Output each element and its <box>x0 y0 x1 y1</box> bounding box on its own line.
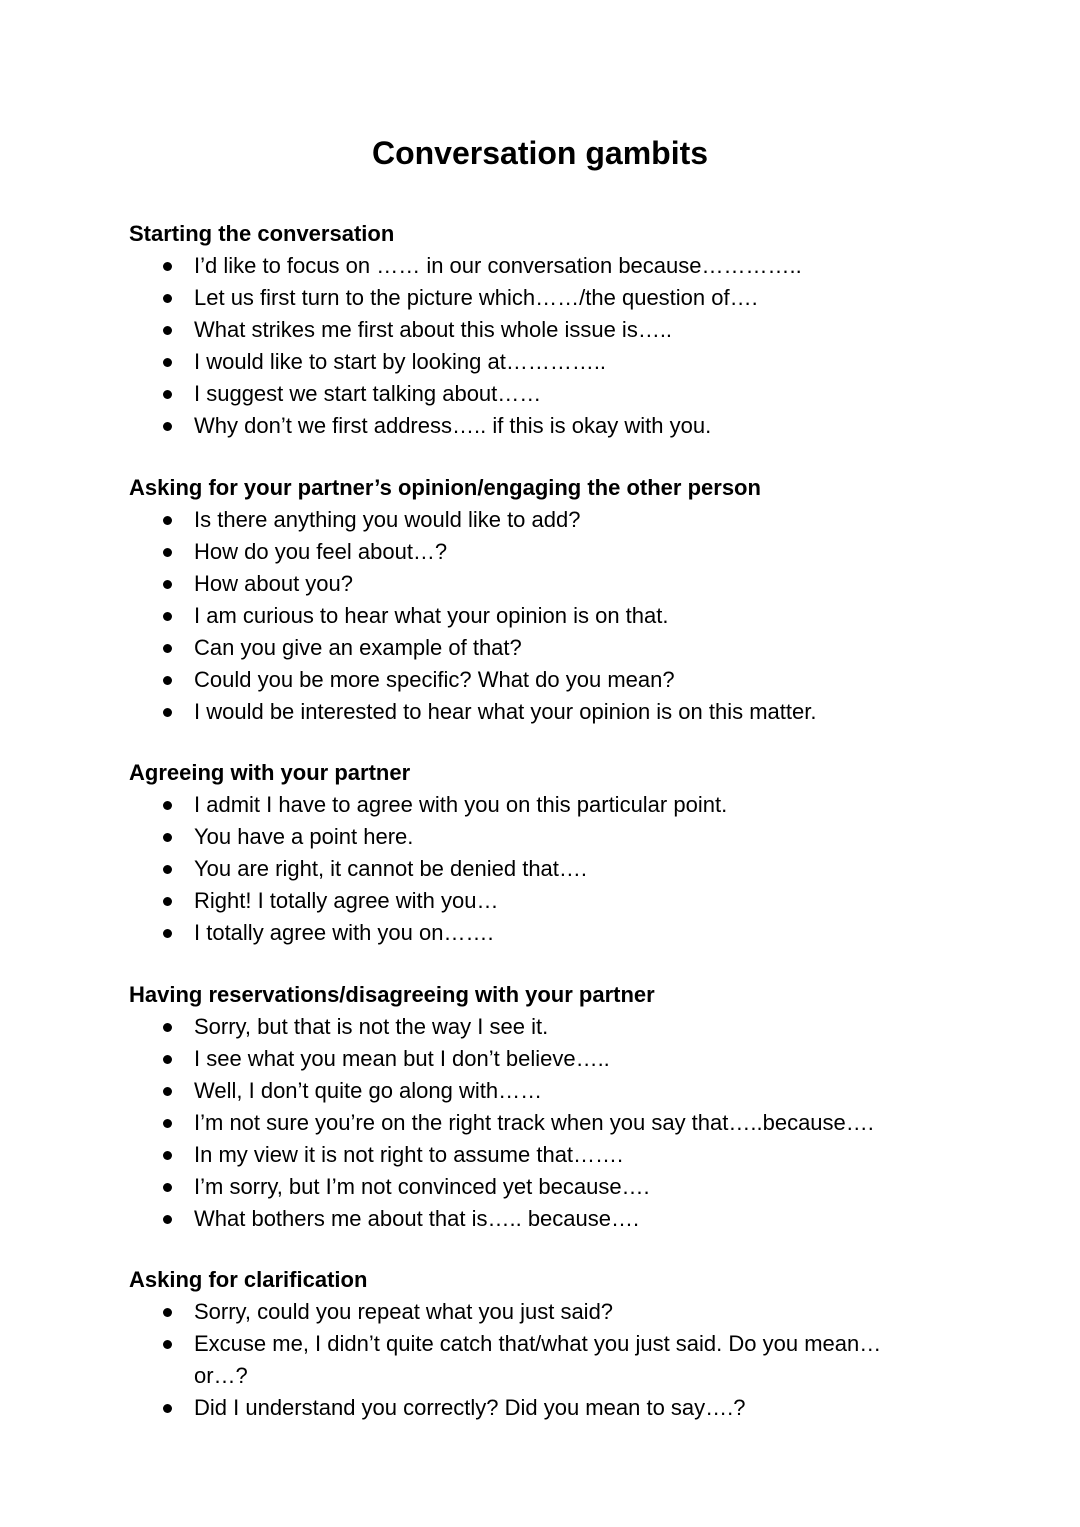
list-item <box>129 1203 924 1235</box>
list-item <box>129 282 924 314</box>
list-item <box>129 789 924 821</box>
bullet-list <box>129 504 989 728</box>
section-clarification <box>129 1264 989 1424</box>
list-item <box>129 504 924 536</box>
list-item <box>129 885 924 917</box>
list-item <box>129 378 924 410</box>
list-item <box>129 536 924 568</box>
list-item <box>129 1296 924 1328</box>
list-item-text: Could you be more specific? What do you mean? <box>194 667 675 692</box>
list-item <box>129 346 924 378</box>
bullet-icon <box>163 548 172 557</box>
list-item <box>129 696 924 728</box>
list-item <box>129 1075 924 1107</box>
bullet-icon <box>163 1404 172 1413</box>
list-item-text: What strikes me first about this whole issue is….. <box>194 317 673 342</box>
section-disagreeing <box>129 979 989 1235</box>
list-item <box>129 1107 924 1139</box>
bullet-icon <box>163 516 172 525</box>
bullet-icon <box>163 294 172 303</box>
list-item <box>129 1043 924 1075</box>
list-item-text: Right! I totally agree with you… <box>194 888 499 913</box>
bullet-icon <box>163 1055 172 1064</box>
list-item-text: I am curious to hear what your opinion is on that. <box>194 603 669 628</box>
bullet-list <box>129 1011 989 1235</box>
list-item-text: I would be interested to hear what your opinion is on this matter. <box>194 699 817 724</box>
bullet-list <box>129 1296 989 1424</box>
bullet-icon <box>163 580 172 589</box>
list-item-text: I’d like to focus on …… in our conversation because………….. <box>194 253 802 278</box>
list-item <box>129 568 924 600</box>
section-heading: Asking for your partner’s opinion/engaging the other person <box>129 475 761 500</box>
list-item-text: I’m sorry, but I’m not convinced yet because…. <box>194 1174 650 1199</box>
list-item <box>129 314 924 346</box>
section-heading: Starting the conversation <box>129 221 395 246</box>
bullet-icon <box>163 1215 172 1224</box>
list-item-text: In my view it is not right to assume that……. <box>194 1142 624 1167</box>
list-item <box>129 600 924 632</box>
list-item <box>129 664 924 696</box>
list-item-text: I totally agree with you on……. <box>194 920 494 945</box>
section-heading: Asking for clarification <box>129 1267 368 1292</box>
list-item-text: Why don’t we first address….. if this is okay with you. <box>194 413 712 438</box>
bullet-icon <box>163 1119 172 1128</box>
list-item-text: I’m not sure you’re on the right track when you say that…..because…. <box>194 1110 874 1135</box>
list-item <box>129 1392 924 1424</box>
bullet-icon <box>163 865 172 874</box>
list-item <box>129 1328 924 1392</box>
bullet-icon <box>163 1308 172 1317</box>
bullet-icon <box>163 390 172 399</box>
bullet-icon <box>163 262 172 271</box>
bullet-icon <box>163 326 172 335</box>
list-item-text: I see what you mean but I don’t believe….. <box>194 1046 610 1071</box>
list-item-text: You have a point here. <box>194 824 414 849</box>
list-item-text: Sorry, could you repeat what you just said? <box>194 1299 614 1324</box>
list-item-text: You are right, it cannot be denied that…. <box>194 856 588 881</box>
list-item-text: Is there anything you would like to add? <box>194 507 581 532</box>
list-item <box>129 632 924 664</box>
list-item-text: Can you give an example of that? <box>194 635 522 660</box>
bullet-icon <box>163 644 172 653</box>
list-item <box>129 821 924 853</box>
list-item <box>129 1011 924 1043</box>
bullet-icon <box>163 422 172 431</box>
bullet-icon <box>163 1183 172 1192</box>
bullet-icon <box>163 676 172 685</box>
bullet-icon <box>163 358 172 367</box>
bullet-icon <box>163 1023 172 1032</box>
list-item-text: What bothers me about that is….. because…. <box>194 1206 640 1231</box>
bullet-icon <box>163 708 172 717</box>
list-item-text: I admit I have to agree with you on this particular point. <box>194 792 728 817</box>
list-item-text: Sorry, but that is not the way I see it. <box>194 1014 549 1039</box>
bullet-icon <box>163 929 172 938</box>
section-heading: Agreeing with your partner <box>129 760 411 785</box>
list-item <box>129 917 924 949</box>
bullet-icon <box>163 801 172 810</box>
list-item-text: I would like to start by looking at………….. <box>194 349 607 374</box>
list-item <box>129 1139 924 1171</box>
list-item <box>129 1171 924 1203</box>
list-item <box>129 853 924 885</box>
list-item <box>129 410 924 442</box>
list-item <box>129 250 924 282</box>
list-item-text: Excuse me, I didn’t quite catch that/what you just said. Do you mean… or…? <box>194 1331 882 1388</box>
bullet-icon <box>163 1340 172 1349</box>
list-item-text: Did I understand you correctly? Did you mean to say….? <box>194 1395 746 1420</box>
section-agreeing <box>129 757 989 949</box>
list-item-text: I suggest we start talking about…… <box>194 381 542 406</box>
list-item-text: Well, I don’t quite go along with…… <box>194 1078 543 1103</box>
bullet-icon <box>163 1087 172 1096</box>
bullet-icon <box>163 897 172 906</box>
bullet-icon <box>163 833 172 842</box>
bullet-icon <box>163 612 172 621</box>
section-asking-opinion <box>129 472 989 728</box>
bullet-icon <box>163 1151 172 1160</box>
bullet-list <box>129 250 989 442</box>
bullet-list <box>129 789 989 949</box>
page-title: Conversation gambits <box>371 135 709 171</box>
list-item-text: How about you? <box>194 571 353 596</box>
section-starting-conversation <box>129 218 989 442</box>
section-heading: Having reservations/disagreeing with your partner <box>129 982 655 1007</box>
list-item-text: How do you feel about…? <box>194 539 448 564</box>
list-item-text: Let us first turn to the picture which……/the question of…. <box>194 285 758 310</box>
